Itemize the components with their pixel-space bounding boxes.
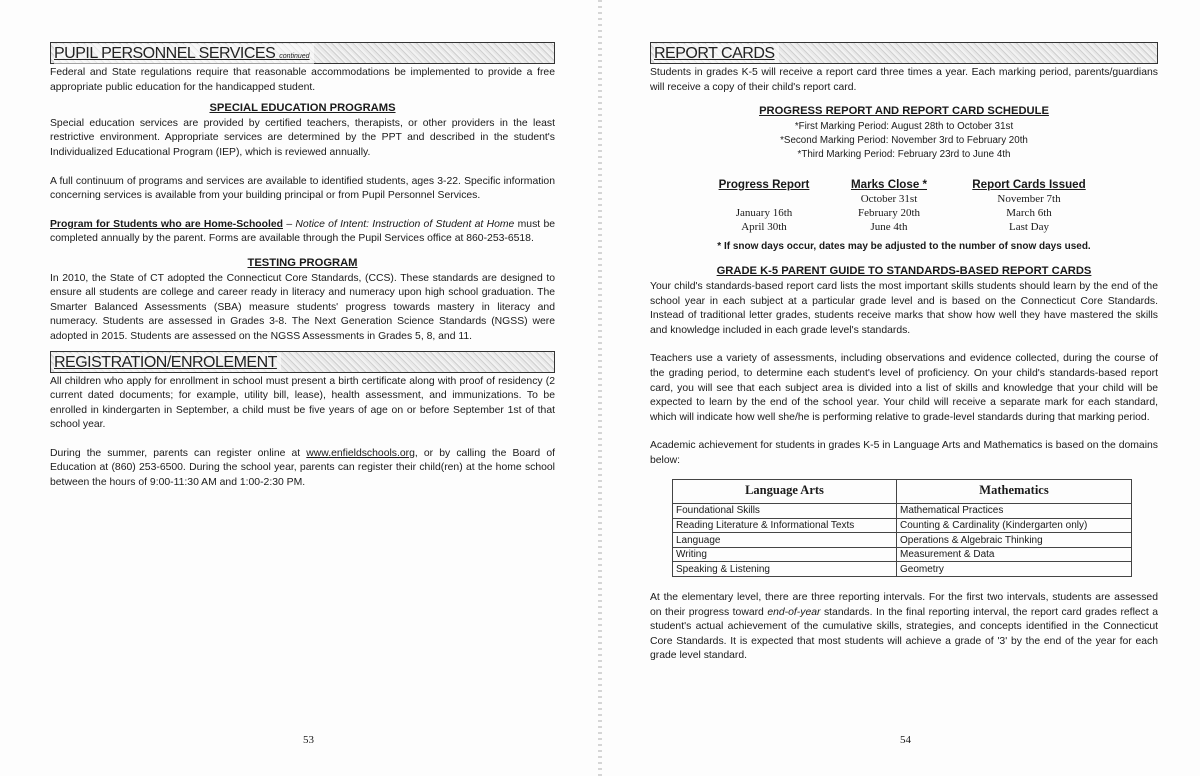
mathematics-header: Mathematics xyxy=(897,479,1132,504)
registration-banner xyxy=(50,351,555,373)
special-education-paragraph-1: Special education services are provided by certified teachers, therapists, or other providers in the least restrictive environment. Appropriate services are determined by the PPT and described in the student's Individualized Educational Program (IEP), which is reviewed annually. xyxy=(50,117,555,158)
dates-row: October 31st November 7th xyxy=(860,192,1061,205)
table-row: Speaking & Listening Geometry xyxy=(673,562,1132,577)
end-of-year-text: end-of-year xyxy=(767,606,821,618)
special-education-heading: SPECIAL EDUCATION PROGRAMS xyxy=(209,102,396,115)
parent-guide-heading: GRADE K-5 PARENT GUIDE TO STANDARDS-BASED REPORT CARDS xyxy=(716,265,1092,278)
progress-report-header: Progress Report xyxy=(718,177,810,191)
domains-table xyxy=(672,479,1132,578)
report-cards-title: REPORT CARDS xyxy=(654,44,779,63)
page-number-53: 53 xyxy=(303,734,314,747)
page-53 xyxy=(0,0,598,776)
enfield-schools-link[interactable]: www.enfieldschools.org xyxy=(306,447,415,459)
report-cards-intro: Students in grades K-5 will receive a report card three times a year. Each marking period, parents/guardians will receive a copy of their child's report card. xyxy=(650,67,1158,93)
left-page-content xyxy=(50,42,555,491)
home-schooled-label: Program for Students who are Home-Schooled xyxy=(50,218,284,230)
page-number-54: 54 xyxy=(900,734,911,747)
table-row: Language Operations & Algebraic Thinking xyxy=(673,533,1132,548)
dates-row: January 16th February 20th March 6th xyxy=(735,206,1052,219)
table-row: Writing Measurement & Data xyxy=(673,547,1132,562)
testing-program-paragraph: In 2010, the State of CT adopted the Connecticut Core Standards, (CCS). These standards are designed to ensure all students are college and career ready in literacy and numeracy upon high school graduation. The Smarter Balanced Assessments (SBA) measure students' progress towards mastery in literacy and numeracy. Students are assessed in Grades 3-8. The Next Generation Science Standards (NGSS) were adopted in 2015. Students are assessed on the NGSS Assessments in Grades 5, 8, and 11. xyxy=(50,272,555,342)
registration-paragraph-1: All children who apply for enrollment in school must present a birth certificate along with proof of residency (2 current dated documents; for example, utility bill, lease), health assessment, and immunizations. To be enrolled in kindergarten in September, a child must be five years of age on or before September 1st of that school year. xyxy=(50,375,555,431)
marks-close-header: Marks Close * xyxy=(850,177,928,191)
table-row: Reading Literature & Informational Texts Counting & Cardinality (Kindergarten only) xyxy=(673,518,1132,533)
report-cards-banner xyxy=(650,42,1158,64)
testing-program-heading: TESTING PROGRAM xyxy=(247,256,358,269)
page-54 xyxy=(602,0,1200,776)
parent-guide-paragraph-2: Teachers use a variety of assessments, including observations and evidence collected, during the course of the grading period, to determine each student's level of proficiency. On your child's standards-based report card, you will see that each subject area is divided into a list of skills and knowledge that your child will be expected to learn by the end of the school year. Your child will receive a separate mark for each standard, which will indicate how well she/he is performing relative to grade-level standards during that marking period. xyxy=(650,353,1158,423)
special-education-paragraph-2: A full continuum of programs and services are available to identified students, ages 3-22. Specific information concerning services is available from your building principal or from Pupil Personnel Services. xyxy=(50,175,555,202)
snow-days-note: * If snow days occur, dates may be adjusted to the number of snow days used. xyxy=(717,240,1091,252)
pupil-services-intro: Federal and State regulations require that reasonable accommodations be implemented to provide a free appropriate public education for the handicapped student. xyxy=(50,67,555,93)
domains-header-row xyxy=(673,479,1132,504)
marking-period-3: *Third Marking Period: February 23rd to June 4th xyxy=(797,148,1011,160)
report-cards-issued-header: Report Cards Issued xyxy=(972,177,1086,191)
pupil-services-title: PUPIL PERSONNEL SERVICES continued xyxy=(54,44,314,66)
dates-row: April 30th June 4th Last Day xyxy=(741,220,1049,233)
right-page-content xyxy=(650,42,1158,664)
marking-period-1: *First Marking Period: August 28th to October 31st xyxy=(794,120,1014,132)
pupil-services-banner xyxy=(50,42,555,64)
schedule-heading: PROGRESS REPORT AND REPORT CARD SCHEDULE xyxy=(759,105,1049,118)
marking-period-2: *Second Marking Period: November 3rd to February 20th xyxy=(780,134,1028,146)
parent-guide-paragraph-1: Your child's standards-based report card lists the most important skills students should learn by the end of the school year in each subject at a particular grade level and is based on the Connecticut Core Standards. Instead of traditional letter grades, students receive marks that show how well they have mastered the skills and knowledge included in each grade level's standards. xyxy=(650,280,1158,336)
table-row: Foundational Skills Mathematical Practices xyxy=(673,504,1132,519)
marking-periods xyxy=(650,120,1158,162)
continued-label: continued xyxy=(279,53,310,60)
parent-guide-paragraph-4: At the elementary level, there are three reporting intervals. For the first two intervals, students are assessed on their progress toward end-of-year standards. In the final reporting interval, the report card grades reflect a student's actual achievement of the cumulative skills, strategies, and concepts identified in the Connecticut Core Standards. It is expected that most students will achieve a grade of '3' by the end of the year for each grade level standard. xyxy=(650,592,1158,662)
notice-of-intent: Notice of Intent: Instruction of Student at Home xyxy=(295,218,515,230)
home-schooled-paragraph: Program for Students who are Home-Schooled – Notice of Intent: Instruction of Student at Home must be completed annually by the parent. Forms are available through the Pupil Services office at 860-253-6518. xyxy=(50,218,556,245)
language-arts-header: Language Arts xyxy=(673,479,897,504)
report-card-dates-table xyxy=(694,178,1114,234)
registration-title: REGISTRATION/ENROLEMENT xyxy=(54,353,281,372)
parent-guide-paragraph-3: Academic achievement for students in grades K-5 in Language Arts and Mathematics is based on the domains below: xyxy=(650,440,1158,466)
registration-paragraph-2: During the summer, parents can register online at www.enfieldschools.org, or by calling the Board of Education at (860) 253-6500. During the school year, parents can register their child(ren) at the home school between the hours of 9:00-11:30 AM and 1:00-2:30 PM. xyxy=(50,447,555,489)
dates-header-row xyxy=(694,178,1114,192)
